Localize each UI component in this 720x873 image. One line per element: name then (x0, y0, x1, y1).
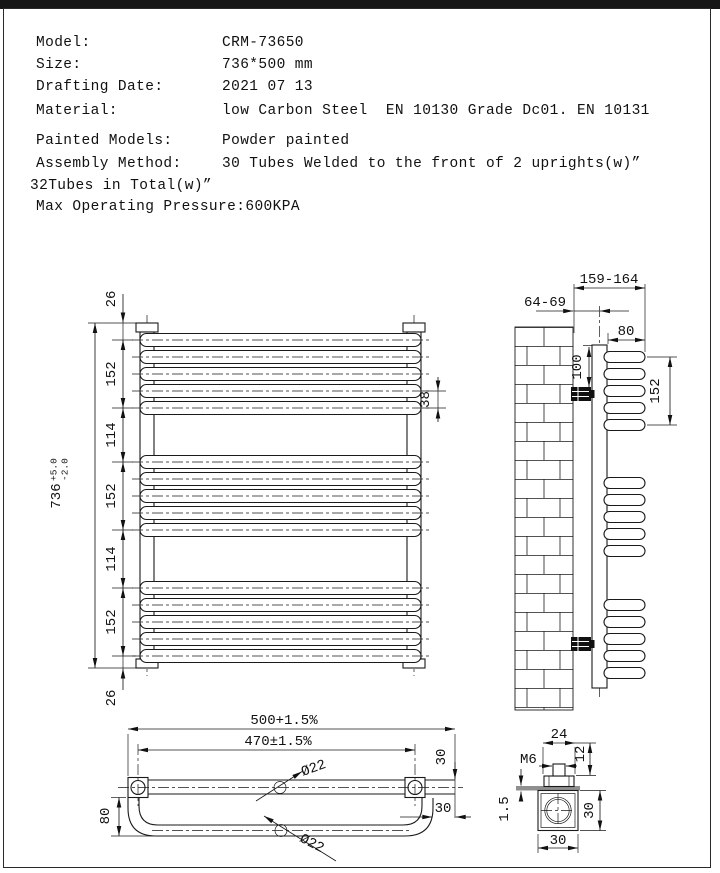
dim-text-114: 114 (104, 422, 120, 448)
tube-end (604, 386, 645, 397)
tube-end (604, 600, 645, 611)
tube-end (604, 420, 645, 431)
radiator-tube (132, 402, 429, 415)
tube-end (604, 668, 645, 679)
front-view (49, 291, 447, 707)
radiator-tube (132, 334, 429, 347)
dim-text-152: 152 (104, 609, 120, 635)
tube-end (604, 651, 645, 662)
tube-end (604, 546, 645, 557)
dim-end-offset-top (434, 749, 455, 779)
tube-end (604, 617, 645, 628)
radiator-tube (132, 490, 429, 503)
dim-text-80: 80 (617, 324, 635, 340)
radiator-tube (132, 368, 429, 381)
radiator-tube (132, 385, 429, 398)
dim-text-tol-minus: -2.0 (59, 458, 71, 481)
dim-text-30-side: 30 (434, 801, 452, 817)
bolt-head (553, 764, 565, 776)
radiator-tube (132, 633, 429, 646)
dim-overall-height (49, 323, 96, 668)
plan-view (98, 713, 471, 861)
spec-value: low Carbon Steel EN 10130 Grade Dc01. EN 10131 (222, 103, 650, 119)
dim-text-152-side: 152 (648, 378, 664, 404)
tube-end (604, 478, 645, 489)
spec-label: Painted Models: (36, 133, 173, 149)
dim-text-736: 736 (49, 483, 65, 509)
dim-text-30-width: 30 (549, 833, 567, 849)
spec-value: 30 Tubes Welded to the front of 2 uprights(w)” (222, 156, 641, 172)
radiator-tube (132, 582, 429, 595)
spec-label: Max Operating Pressure: (36, 199, 246, 215)
wall-bracket-upper (571, 387, 595, 401)
dim-text-80-plan: 80 (98, 807, 114, 825)
wall-bracket-lower (571, 637, 595, 651)
dim-text-1-5: 1.5 (497, 796, 513, 822)
dim-chain (104, 291, 123, 707)
dim-plate-width (543, 727, 575, 743)
dim-loop-depth (98, 798, 119, 837)
dim-wall-to-axis (524, 295, 629, 311)
dim-end-offset-side (400, 801, 471, 817)
radiator-tube (132, 650, 429, 663)
dim-text-159-164: 159-164 (579, 272, 639, 288)
spec-label: Assembly Method: (36, 156, 182, 172)
radiator-tube (132, 507, 429, 520)
dim-wall-thickness (497, 769, 521, 822)
dim-text-dia22-top: Ø22 (299, 757, 329, 781)
spec-label: Material: (36, 103, 118, 119)
dim-text-12: 12 (573, 745, 589, 763)
radiator-tube (132, 599, 429, 612)
dim-text-tol-plus: +5.0 (48, 458, 60, 481)
dim-text-152: 152 (104, 361, 120, 387)
dim-text-100: 100 (570, 354, 586, 380)
dim-bracket-width (538, 833, 578, 849)
dim-text-30-height: 30 (582, 802, 598, 819)
radiator-tube (132, 473, 429, 486)
dim-hole-centers (138, 734, 415, 750)
dim-text-500: 500+1.5% (250, 713, 318, 729)
spec-label: Model: (36, 35, 91, 51)
return-loop-inner (139, 798, 422, 825)
spec-label: 32Tubes in Total(w)” (30, 178, 213, 194)
tube-end (604, 529, 645, 540)
dim-wall-to-front (574, 272, 645, 288)
dim-bolt-length (573, 743, 590, 775)
tube-end (604, 369, 645, 380)
wall-brick-section (515, 327, 573, 710)
dim-text-m6: M6 (520, 752, 537, 768)
dim-text-64-69: 64-69 (523, 295, 567, 311)
side-view (515, 272, 677, 710)
dim-overall-width (128, 713, 455, 729)
tube-end (604, 495, 645, 506)
callout-tube-diameter-loop (264, 816, 336, 861)
tube-end (604, 512, 645, 523)
callout-thread-size (520, 752, 577, 768)
dim-tube-depth (608, 324, 645, 340)
spec-value: 2021 07 13 (222, 79, 314, 95)
dim-group-height-side (648, 357, 670, 425)
radiator-tube (132, 456, 429, 469)
radiator-tube (132, 351, 429, 364)
tube-end (604, 352, 645, 363)
dim-bracket-height (582, 791, 600, 831)
tube-end (604, 403, 645, 414)
radiator-tube (132, 524, 429, 537)
dim-text-38: 38 (418, 391, 434, 408)
spec-value: CRM-73650 (222, 35, 304, 51)
dim-text-114: 114 (104, 546, 120, 572)
bracket-detail (497, 727, 606, 853)
dim-text-152: 152 (104, 483, 120, 509)
spec-value: 600KPA (245, 199, 300, 215)
tube-end (604, 634, 645, 645)
bracket-plate (544, 776, 574, 787)
dim-text-24: 24 (550, 727, 568, 743)
radiator-tube (132, 616, 429, 629)
dim-text-30-top: 30 (434, 748, 450, 766)
spec-value: Powder painted (222, 133, 350, 149)
spec-label: Size: (36, 57, 82, 73)
upright-top-cap (136, 323, 158, 332)
spec-label: Drafting Date: (36, 79, 164, 95)
spec-value: 736*500 mm (222, 57, 314, 73)
dim-text-26-top: 26 (104, 290, 120, 308)
dim-text-26-bottom: 26 (104, 689, 120, 707)
upright-top-cap (403, 323, 425, 332)
dim-text-470: 470±1.5% (244, 734, 312, 750)
dim-text-dia22-loop: Ø22 (296, 831, 327, 857)
